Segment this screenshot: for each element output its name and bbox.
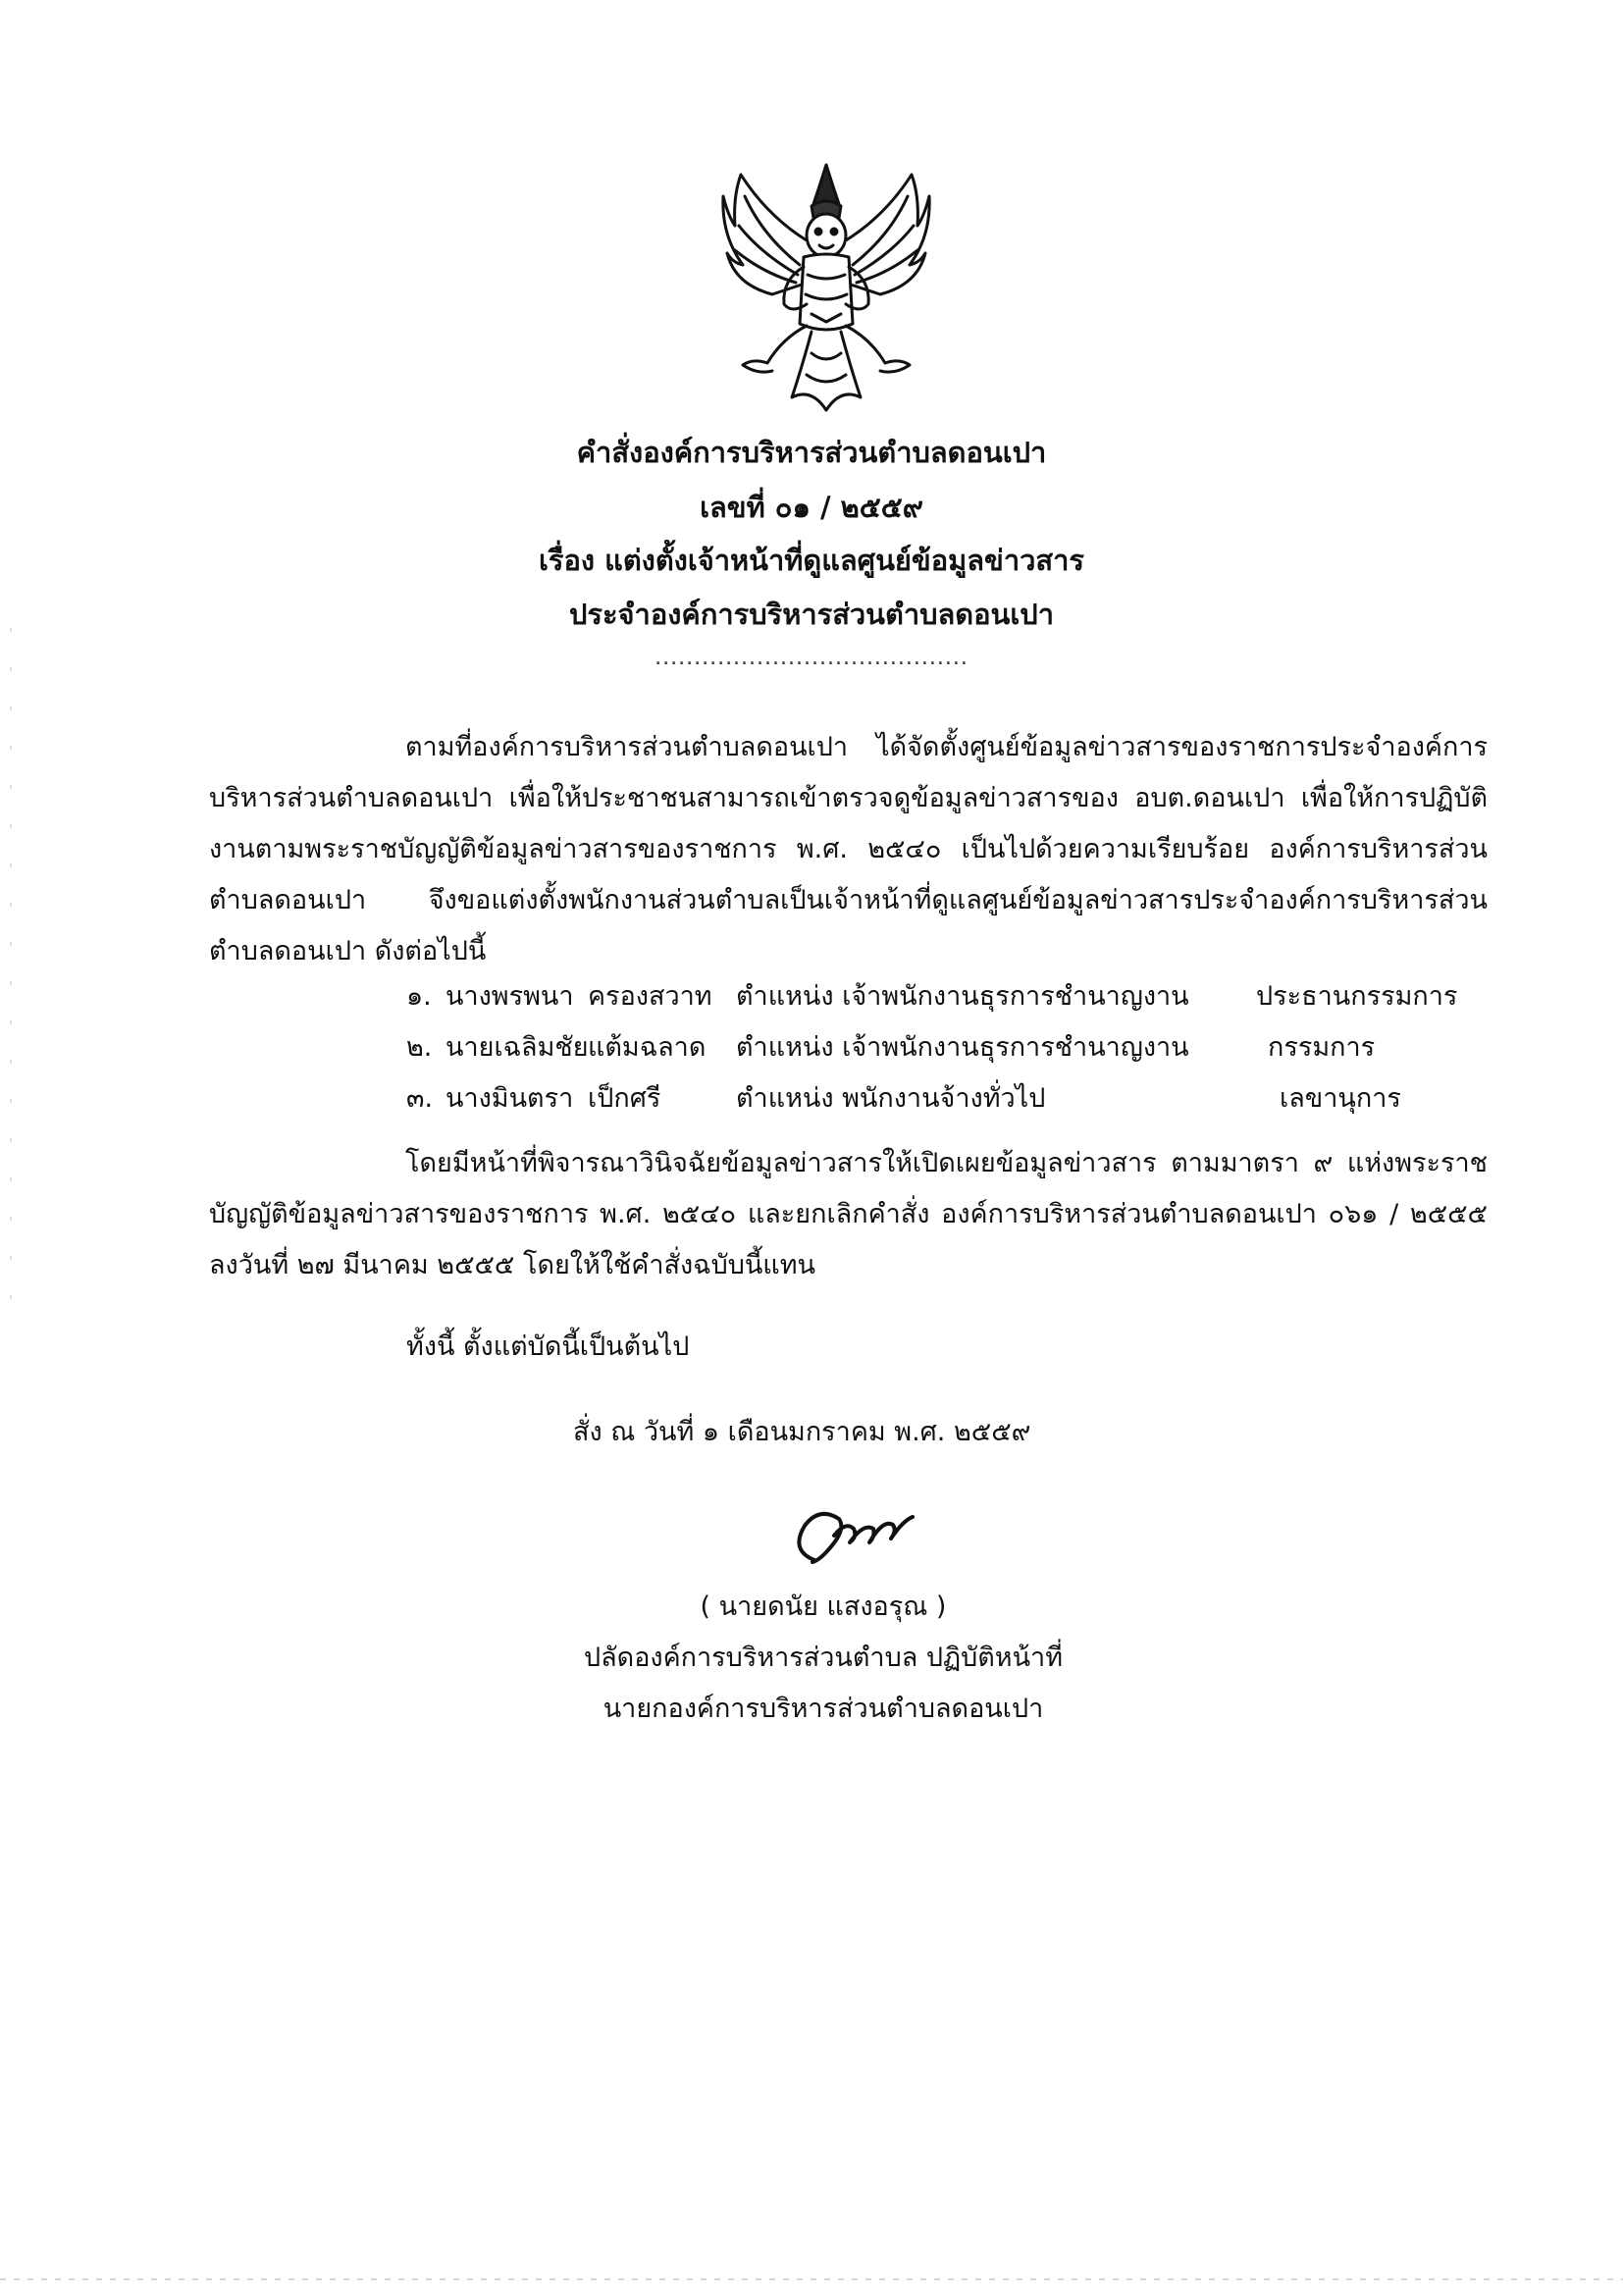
member-role: เลขานุการ [1280,1083,1401,1114]
member-row [406,1022,1495,1073]
member-number: ๑. [406,981,432,1012]
member-position: ตำแหน่ง เจ้าพนักงานธุรการชำนาญงาน [736,981,1189,1012]
signature-icon [785,1491,922,1580]
order-subject-cont: ประจำองค์การบริหารส่วนตำบลดอนเปา [569,598,1054,631]
garuda-emblem-icon [713,157,939,417]
ordered-date: สั่ง ณ วันที่ ๑ เดือนมกราคม พ.ศ. ๒๕๕๙ [573,1417,1031,1447]
member-row [406,971,1495,1022]
member-row [406,1073,1495,1124]
paragraph-intro: ตามที่องค์การบริหารส่วนตำบลดอนเปา ได้จัดตั้งศูนย์ข้อมูลข่าวสารของราชการประจำองค์การบริหารส่วนตำบลดอนเปา เพื่อให้ประชาชนสามารถเข้าตรวจดูข้อมูลข่าวสารของ อบต.ดอนเปา เพื่อให้การปฏิบัติงานตามพระราชบัญญัติข้อมูลข่าวสารของราชการ พ.ศ. ๒๕๔๐ เป็นไปด้วยความเรียบร้อย องค์การบริหารส่วนตำบลดอนเปา จึงขอแต่งตั้งพนักงานส่วนตำบลเป็นเจ้าหน้าที่ดูแลศูนย์ข้อมูลข่าวสารประจำองค์การบริหารส่วนตำบลดอนเปา ดังต่อไปนี้ [209,732,1488,966]
member-first-name: นางพรพนา [445,981,574,1012]
signatory-name: ( นายดนัย แสงอรุณ ) [700,1592,947,1622]
effective-clause: ทั้งนี้ ตั้งแต่บัดนี้เป็นต้นไป [406,1331,690,1362]
member-role: กรรมการ [1268,1032,1376,1063]
scan-margin-artifact [10,628,12,1315]
paragraph-duties: โดยมีหน้าที่พิจารณาวินิจฉัยข้อมูลข่าวสารให้เปิดเผยข้อมูลข่าวสาร ตามมาตรา ๙ แห่งพระราชบัญญัติข้อมูลข่าวสารของราชการ พ.ศ. ๒๕๔๐ และยกเลิกคำสั่ง องค์การบริหารส่วนตำบลดอนเปา ๐๖๑ / ๒๕๕๕ ลงวันที่ ๒๗ มีนาคม ๒๕๕๕ โดยให้ใช้คำสั่งฉบับนี้แทน [209,1148,1488,1280]
member-first-name: นายเฉลิมชัย [445,1032,589,1063]
separator-dots: ........................................ [654,646,969,670]
scan-edge-artifact [0,2278,1623,2280]
member-position: ตำแหน่ง พนักงานจ้างทั่วไป [736,1083,1046,1114]
order-subject: เรื่อง แต่งตั้งเจ้าหน้าที่ดูแลศูนย์ข้อมูลข่าวสาร [539,544,1084,577]
member-first-name: นางมินตรา [445,1083,574,1114]
member-last-name: เป็กศรี [588,1083,661,1114]
order-title: คำสั่งองค์การบริหารส่วนตำบลดอนเปา [576,436,1047,469]
member-position: ตำแหน่ง เจ้าพนักงานธุรการชำนาญงาน [736,1032,1189,1063]
member-number: ๓. [406,1083,434,1114]
order-number: เลขที่ ๐๑ / ๒๕๕๙ [700,491,923,524]
signatory-title-cont: นายกองค์การบริหารส่วนตำบลดอนเปา [602,1694,1044,1724]
member-last-name: ครองสวาท [588,981,712,1012]
signatory-title: ปลัดองค์การบริหารส่วนตำบล ปฏิบัติหน้าที่ [583,1643,1063,1673]
member-number: ๒. [406,1032,433,1063]
member-last-name: แต้มฉลาด [588,1032,707,1063]
member-role: ประธานกรรมการ [1256,981,1458,1012]
